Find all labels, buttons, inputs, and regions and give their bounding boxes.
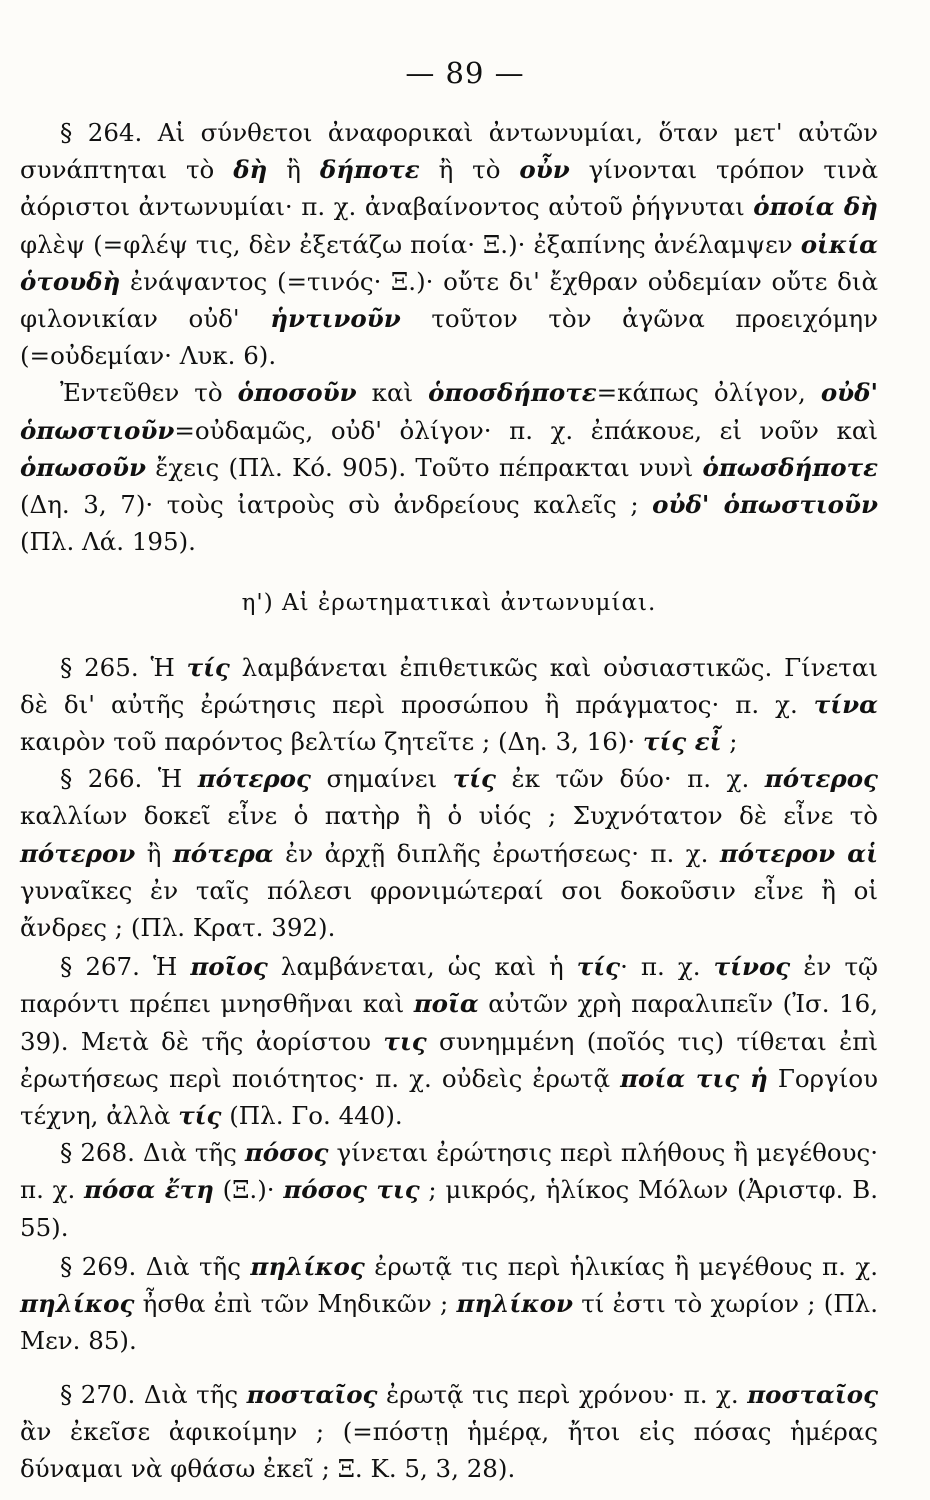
emphasis: δήποτε [319, 155, 420, 185]
text: ἢ [267, 155, 320, 185]
emphasis: ὁπωσοῦν [20, 452, 147, 482]
emphasis: ποία τις ἡ [620, 1063, 768, 1093]
emphasis: τίς [186, 652, 230, 682]
text: σημαίνει [310, 764, 453, 794]
emphasis: τις [383, 1026, 427, 1056]
text: § 264. Αἱ σύνθετοι ἀναφορικαὶ ἀντωνυμίαι, ὅταν μετ' αὐτῶν συνάπτηται τὸ [20, 118, 878, 185]
text: § 268. Διὰ τῆς [60, 1138, 245, 1168]
text: τί ἐστι τὸ χωρίον ; (Πλ. Μεν. 85). [20, 1289, 878, 1356]
text: § 270. Διὰ τῆς [60, 1379, 247, 1409]
emphasis: πότερον αἱ [719, 838, 879, 868]
emphasis: ὁποία δὴ [753, 192, 878, 222]
emphasis: πηλίκος [250, 1251, 365, 1281]
text: ἐν τῷ παρόντι πρέπει μνησθῆναι καὶ [20, 952, 878, 1019]
text: καλλίων δοκεῖ εἶνε ὁ πατὴρ ἢ ὁ υἱός ; Συχνότατον δὲ εἶνε τὸ [20, 801, 878, 831]
paragraph-264-continued [20, 374, 878, 560]
text: ; [721, 727, 738, 757]
emphasis: δὴ [233, 155, 268, 185]
text: (Ξ.)· [213, 1175, 284, 1205]
text: ἐνάψαντος (=τινός· Ξ.)· οὔτε δι' ἔχθραν οὐδεμίαν οὔτε διὰ φιλονικίαν οὐδ' [20, 266, 878, 334]
text: ; μικρός, ἡλίκος Μόλων (Ἀριστφ. Β. 55). [20, 1175, 878, 1242]
paragraph-269 [20, 1248, 878, 1360]
emphasis: τίς [178, 1101, 222, 1131]
text: γίνεται ἐρώτησις περὶ πλήθους ἢ μεγέθους· π. χ. [20, 1138, 879, 1205]
emphasis: οὐδ' ὁπωστιοῦν [20, 378, 878, 445]
emphasis: τίς εἶ [642, 727, 722, 757]
emphasis: ποῖος [190, 952, 268, 982]
emphasis: πηλίκον [456, 1289, 573, 1319]
emphasis: ὁποσδήποτε [428, 378, 597, 408]
text: λαμβάνεται, ὡς καὶ ἡ [267, 952, 577, 982]
emphasis: πότερος [197, 764, 311, 794]
text: λαμβάνεται ἐπιθετικῶς καὶ οὐσιαστικῶς. Γίνεται δὲ δι' αὐτῆς ἐρώτησις περὶ προσώπου ἢ πράγματος· π. χ. [20, 652, 879, 719]
text: § 267. Ἡ [60, 952, 191, 982]
text: ἢ τὸ [419, 155, 520, 185]
text: Γοργίου τέχνη, ἀλλὰ [20, 1063, 878, 1131]
text: ἐρωτᾷ τις περὶ ἡλικίας ἢ μεγέθους π. χ. [364, 1251, 878, 1281]
emphasis: ποσταῖος [246, 1379, 378, 1409]
emphasis: πόσος [244, 1138, 329, 1168]
text: § 266. Ἡ [60, 764, 198, 794]
text: ἐκ τῶν δύο· π. χ. [495, 764, 765, 794]
text: =κάπως ὀλίγον, [596, 378, 821, 408]
text: αὐτῶν χρὴ παραλιπεῖν (Ἰσ. 16, 39). Μετὰ δὲ τῆς ἀορίστου [20, 989, 878, 1056]
text: (Πλ. Λά. 195). [20, 527, 196, 557]
text: ἔχεις (Πλ. Κό. 905). Τοῦτο πέπρακται νυνὶ [146, 452, 703, 482]
paragraph-268 [20, 1134, 878, 1246]
text: συνημμένη (ποῖός τις) τίθεται ἐπὶ ἐρωτήσεως περὶ ποιότητος· π. χ. οὐδεὶς ἐρωτᾷ [20, 1026, 878, 1093]
text: γίνονται τρόπον τινὰ ἀόριστοι ἀντωνυμίαι· π. χ. ἀναβαίνοντος αὐτοῦ ῥήγνυται [20, 155, 878, 222]
text: γυναῖκες ἐν ταῖς πόλεσι φρονιμώτεραί σοι δοκοῦσιν εἶνε ἢ οἱ ἄνδρες ; (Πλ. Κρατ. 392). [20, 875, 878, 943]
text: =οὐδαμῶς, οὐδ' ὀλίγον· π. χ. ἐπάκουε, εἰ νοῦν καὶ [174, 415, 878, 445]
paragraph-267 [20, 948, 878, 1134]
emphasis: τίνος [713, 952, 791, 982]
text: ἐν ἀρχῇ διπλῆς ἐρωτήσεως· π. χ. [273, 838, 720, 868]
page-number: — 89 — [405, 56, 525, 90]
section-heading: η') Αἱ ἐρωτηματικαὶ ἀντωνυμίαι. [241, 590, 657, 617]
text: φλὲψ (=φλέψ τις, δὲν ἐξετάζω ποία· Ξ.)· ἐξαπίνης ἀνέλαμψεν [20, 229, 801, 259]
text: § 265. Ἡ [60, 652, 187, 682]
text: ἦσθα ἐπὶ τῶν Μηδικῶν ; [134, 1289, 457, 1319]
emphasis: πηλίκος [20, 1289, 135, 1319]
text: ἢ [135, 838, 173, 868]
text: ἂν ἐκεῖσε ἀφικοίμην ; (=πόστῃ ἡμέρᾳ, ἤτοι εἰς πόσας ἡμέρας δύναμαι νὰ φθάσω ἐκεῖ ; Ξ. Κ. 5, 3, 28). [20, 1416, 878, 1483]
emphasis: ὁποσοῦν [237, 378, 357, 408]
text: § 269. Διὰ τῆς [60, 1251, 251, 1281]
text: καιρὸν τοῦ παρόντος βελτίω ζητεῖτε ; (Δη. 3, 16)· [20, 727, 643, 757]
emphasis: οὐδ' ὁπωστιοῦν [652, 490, 879, 520]
emphasis: τίνα [813, 689, 878, 719]
text: · π. χ. [620, 952, 714, 982]
emphasis: πότερος [764, 764, 878, 794]
emphasis: τίς [452, 764, 496, 794]
text: Ἐντεῦθεν τὸ [60, 378, 238, 408]
emphasis: ὁπωσδήποτε [702, 452, 878, 482]
emphasis: ἡντινοῦν [270, 304, 401, 334]
text: (Δη. 3, 7)· τοὺς ἰατροὺς σὺ ἀνδρείους καλεῖς ; [20, 490, 653, 520]
text: τοῦτον τὸν ἀγῶνα προειχόμην (=οὐδεμίαν· Λυκ. 6). [20, 304, 878, 371]
emphasis: οὖν [519, 155, 570, 185]
emphasis: τίς [576, 952, 621, 982]
emphasis: οἰκία ὁτουδὴ [20, 229, 878, 296]
emphasis: πόσος τις [283, 1175, 420, 1205]
page-body [20, 114, 878, 1487]
text: καὶ [356, 378, 429, 408]
emphasis: ποσταῖος [747, 1379, 878, 1409]
emphasis: πότερον [20, 838, 136, 868]
emphasis: πότερα [172, 838, 274, 868]
paragraph-264 [20, 114, 878, 374]
paragraph-265 [20, 649, 878, 761]
text: ἐρωτᾷ τις περὶ χρόνου· π. χ. [377, 1379, 748, 1409]
emphasis: ποῖα [413, 989, 479, 1019]
paragraph-270 [20, 1376, 878, 1488]
paragraph-266 [20, 760, 878, 946]
text: (Πλ. Γο. 440). [221, 1101, 403, 1131]
emphasis: πόσα ἔτη [84, 1175, 214, 1205]
